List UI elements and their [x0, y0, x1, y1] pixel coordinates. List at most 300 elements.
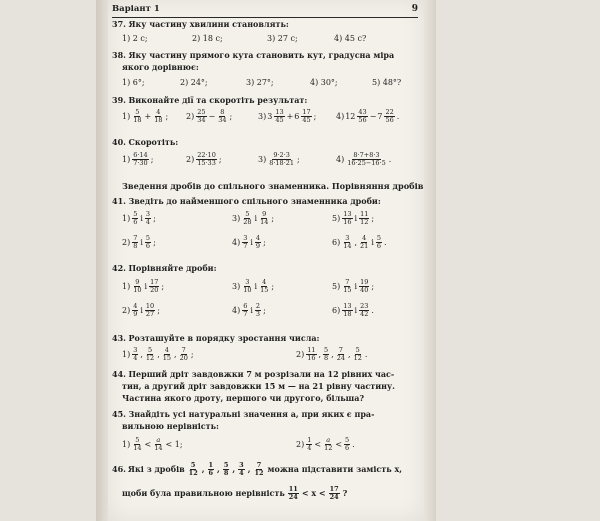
- text-q42-items-4-b_n: 2: [255, 302, 261, 310]
- text-q39-o3-b_n: 17: [302, 108, 311, 116]
- text-q42-items-4-b_d: 3: [255, 310, 261, 318]
- fraction: [188, 462, 199, 477]
- text-q41-items-2-sep: і: [354, 214, 358, 223]
- text-q42-text: Порівняйте дроби:: [128, 263, 217, 273]
- text-q39-o1-end: ;: [165, 112, 169, 121]
- q42-text: [112, 263, 217, 274]
- text-q39-o3-a_d: 45: [275, 116, 284, 124]
- text-q39-o3-w2: 6: [294, 112, 300, 121]
- fraction: [132, 347, 138, 362]
- text-q39-o3-a_n: 13: [275, 108, 284, 116]
- text-q46-f-1-1: 6: [208, 469, 214, 477]
- text-q45-line2: вильною нерівність:: [122, 421, 219, 431]
- fraction: [242, 279, 252, 294]
- text-q44-line2: тин, а другий дріт завдовжки 15 м — на 21 рівну частину.: [122, 381, 395, 391]
- text-q41-items-5-b_d: 21: [360, 242, 369, 250]
- text-q46-f-4-1: 12: [254, 469, 264, 477]
- text-q39-o4-p: 4): [336, 112, 345, 121]
- q40-option-3: [258, 152, 300, 167]
- text-q42-items-3-sep: і: [140, 306, 143, 315]
- q43-options: [122, 347, 422, 367]
- text-q40-o2-d: 15·33: [197, 159, 216, 167]
- fraction: [242, 303, 248, 318]
- q41-item-3: [232, 211, 274, 226]
- text-q46-in_l_n: 11: [288, 485, 298, 493]
- fraction: [359, 279, 369, 294]
- fraction: [153, 109, 163, 124]
- text-q43-o2-f-0-0: 11: [307, 346, 316, 354]
- text-q41-text: Зведіть до найменшого спільного знаменника дроби:: [128, 196, 381, 206]
- text-q40-o1-end: ;: [150, 155, 154, 164]
- text-q38-options-3: 4) 30°;: [310, 78, 338, 87]
- text-q41-items-5-c_n: 5: [376, 234, 382, 242]
- text-q39-o1-b_d: 18: [154, 116, 163, 124]
- q42-item-3: [232, 279, 274, 294]
- text-q41-items-3-a_n: 7: [133, 234, 138, 242]
- q40-option-4: [336, 152, 391, 167]
- text-q39-o2-op: −: [208, 112, 216, 121]
- q45-options: [122, 437, 422, 457]
- text-q44-label: 44.: [112, 369, 126, 379]
- text-q39-o1-p: 1): [122, 112, 131, 121]
- text-q42-items-3-a_d: 9: [133, 310, 138, 318]
- text-q41-items-1-sep: і: [254, 214, 258, 223]
- fraction: [306, 437, 312, 452]
- fraction: [145, 303, 155, 318]
- text-q42-items-5-end: .: [371, 306, 374, 315]
- text-q42-items-0-b_n: 17: [150, 278, 159, 286]
- fraction: [342, 303, 352, 318]
- q38-options: [122, 78, 422, 89]
- text-q39-o2-a_n: 25: [197, 108, 206, 116]
- text-q41-items-3-end: ;: [153, 238, 156, 247]
- text-q42-items-0-end: ;: [161, 282, 165, 291]
- fraction: [132, 109, 142, 124]
- text-q41-items-5-p: 6): [332, 238, 341, 247]
- fraction: [242, 235, 248, 250]
- text-q46-f-0-1: 12: [188, 469, 198, 477]
- text-q38-options-0: 1) 6°;: [122, 78, 145, 87]
- text-q42-items-5-a_n: 13: [343, 302, 352, 310]
- fraction: [145, 347, 155, 362]
- text-q43-o1-f-1-1: 12: [145, 354, 155, 362]
- text-q41-items-1-end: ;: [271, 214, 275, 223]
- text-q41-items-0-b_d: 4: [145, 218, 151, 226]
- text-q42-items-4-a_n: 6: [243, 302, 248, 310]
- q39-option-3: [258, 109, 316, 124]
- q39-option-4: [336, 109, 399, 124]
- textbook-page: [108, 0, 424, 521]
- text-q42-items-3-a_n: 4: [133, 302, 138, 310]
- q43-option-2: 2) 11 16 , 5 8 , 7 24 , 5 12 .: [296, 346, 368, 362]
- q42-options: [122, 279, 422, 325]
- fraction: [217, 109, 227, 124]
- text-q40-o4-end: .: [388, 155, 392, 164]
- q46-text-2: [122, 486, 347, 501]
- fraction: [255, 235, 261, 250]
- text-q38-options-2: 3) 27°;: [246, 78, 274, 87]
- text-q45-o2-l_n: 1: [307, 436, 312, 444]
- fraction: [238, 462, 245, 477]
- q42-item-4: [232, 303, 266, 318]
- text-q42-items-0-p: 1): [122, 282, 131, 291]
- q41-item-4: [232, 235, 266, 250]
- text-q44-line3: Частина якого дроту, першого чи другого, більша?: [122, 393, 365, 403]
- q45-option-2: [296, 437, 355, 452]
- page-header: [112, 4, 418, 18]
- text-q42-items-4-a_d: 7: [243, 310, 248, 318]
- text-q42-items-3-end: ;: [157, 306, 160, 315]
- text-q42-items-4-sep: і: [250, 306, 253, 315]
- text-q42-items-2-p: 5): [332, 282, 341, 291]
- text-q43-o1-f-0-1: 4: [133, 354, 138, 362]
- text-q42-items-2-b_d: 40: [360, 286, 369, 294]
- text-q40-o4-d: 16·25−16·5: [347, 159, 386, 167]
- text-q42-label: 42.: [112, 263, 126, 273]
- text-q46-f-3-0: 3: [239, 461, 244, 469]
- text-q41-items-1-b_n: 9: [262, 210, 267, 218]
- text-q41-items-4-b_d: 9: [255, 242, 261, 250]
- text-q41-items-5-sep2: і: [371, 238, 374, 247]
- fraction: [274, 109, 284, 124]
- q41-text: [112, 196, 381, 207]
- text-q40-o2-n: 22·10: [197, 151, 216, 159]
- text-q41-items-3-b_n: 5: [145, 234, 151, 242]
- fraction: [329, 486, 340, 501]
- text-q41-items-5-b_n: 4: [362, 234, 367, 242]
- text-q37-options-3: 4) 45 с?: [334, 34, 367, 43]
- text-q40-o2-end: ;: [218, 155, 222, 164]
- text-q41-items-2-b_n: 11: [360, 210, 369, 218]
- text-q45-o2-lt: <: [314, 440, 322, 449]
- text-q45-line1: Знайдіть усі натуральні значення a, при яких є пра-: [128, 409, 375, 419]
- text-q46-f-4-0: 7: [256, 461, 262, 469]
- text-q41-items-2-p: 5): [332, 214, 341, 223]
- text-q42-items-1-end: ;: [271, 282, 275, 291]
- text-q41-items-1-a_d: 28: [243, 218, 252, 226]
- q41-item-2: [122, 235, 156, 250]
- text-q43-o1-p: 1): [122, 350, 131, 359]
- text-q40-o4-p: 4): [336, 155, 345, 164]
- text-q42-items-0-a_d: 10: [133, 286, 142, 294]
- q44-text-3: [122, 393, 364, 404]
- fraction: [306, 347, 316, 362]
- text-q46-in_end: ?: [342, 488, 348, 498]
- text-q41-items-3-p: 2): [122, 238, 131, 247]
- text-q42-items-0-a_n: 9: [135, 278, 140, 286]
- text-q45-o1-l_d: 14: [133, 444, 142, 452]
- text-q45-o2-end: .: [352, 440, 355, 449]
- text-q41-items-5-end: .: [384, 238, 387, 247]
- text-q46-f-2-1: 8: [223, 469, 229, 477]
- text-q41-items-4-sep: і: [250, 238, 253, 247]
- text-q41-items-1-a_n: 5: [245, 210, 250, 218]
- text-q39-o4-w1: 12: [345, 112, 356, 121]
- text-q46-in_mid: < x <: [301, 488, 326, 498]
- fraction: [196, 109, 206, 124]
- text-q39-o4-end: .: [396, 112, 400, 121]
- text-q45-o2-m_n: a: [326, 436, 331, 444]
- text-q45-o2-p: 2): [296, 440, 305, 449]
- q37-options: [122, 34, 422, 45]
- text-q45-o2-r_n: 5: [345, 436, 350, 444]
- text-q39-o3-w1: 3: [267, 112, 273, 121]
- q45-text: [112, 409, 374, 420]
- q42-item-2: [122, 303, 160, 318]
- text-q41-items-2-a_d: 16: [343, 218, 352, 226]
- text-q43-o2-f-2-0: 7: [338, 346, 343, 354]
- text-q39-o2-b_n: 8: [220, 108, 225, 116]
- fraction: [346, 152, 387, 167]
- q40-text: [112, 137, 178, 148]
- text-q40-text: Скоротіть:: [128, 137, 179, 147]
- q43-option-1: 1) 3 4 , 5 12 , 4 15 , 7 20 ;: [122, 346, 194, 362]
- text-q42-items-3-p: 2): [122, 306, 131, 315]
- text-q46-in_l_d: 24: [288, 493, 298, 501]
- q38-text: [112, 50, 394, 61]
- text-q39-o2-b_d: 34: [218, 116, 227, 124]
- text-q41-items-4-end: ;: [263, 238, 266, 247]
- text-q42-items-1-b_n: 4: [262, 278, 267, 286]
- q39-option-2: [186, 109, 232, 124]
- fraction: [132, 211, 138, 226]
- text-q42-items-4-p: 4): [232, 306, 241, 315]
- text-q42-items-2-a_d: 15: [343, 286, 352, 294]
- fraction: [153, 437, 163, 452]
- text-q39-o1-b_n: 4: [156, 108, 161, 116]
- text-q41-items-3-sep: і: [140, 238, 143, 247]
- text-q42-items-4-end: ;: [263, 306, 266, 315]
- fraction: [288, 486, 299, 501]
- text-q39-o4-a_n: 43: [358, 108, 367, 116]
- text-q42-items-1-p: 3): [232, 282, 241, 291]
- section-title: Зведення дробів до спільного знаменника. Порівняння дробів: [122, 181, 424, 191]
- text-q43-o1-f-2-0: 4: [164, 346, 169, 354]
- text-q46-pre: Які з дробів: [127, 464, 185, 474]
- text-q40-o3-end: ;: [297, 155, 300, 164]
- q44-text-2: [122, 381, 395, 392]
- text-q37-label: 37.: [112, 19, 126, 29]
- text-q42-items-5-b_d: 42: [360, 310, 369, 318]
- text-q41-items-3-b_d: 6: [145, 242, 151, 250]
- text-q39-o1-a_d: 18: [133, 116, 142, 124]
- fraction: [196, 152, 217, 167]
- fraction: [254, 462, 265, 477]
- text-q41-items-4-b_n: 4: [255, 234, 261, 242]
- q45-text-2: [122, 421, 219, 432]
- text-q43-text: Розташуйте в порядку зростання числа:: [128, 333, 320, 343]
- text-q41-items-0-p: 1): [122, 214, 131, 223]
- text-q45-o1-r: < 1;: [165, 440, 183, 449]
- text-q41-items-4-p: 4): [232, 238, 241, 247]
- text-q40-o1-d: 7·30: [133, 159, 148, 167]
- text-q46-in_r_n: 17: [329, 485, 339, 493]
- fraction: [145, 235, 151, 250]
- text-q39-o3-b_d: 45: [302, 116, 311, 124]
- fraction: [132, 152, 148, 167]
- text-q46-line2: щоби була правильною нерівність: [122, 488, 285, 498]
- text-q43-o2-end: .: [364, 350, 368, 359]
- q39-options: [122, 109, 422, 127]
- text-q41-items-5-c_d: 6: [376, 242, 382, 250]
- text-q39-o1-a_n: 5: [135, 108, 140, 116]
- fraction: [208, 462, 215, 477]
- text-q38-text_line1: Яку частину прямого кута становить кут, градусна міра: [128, 50, 395, 60]
- text-q43-o1-f-2-1: 15: [162, 354, 172, 362]
- text-q42-items-1-a_d: 10: [243, 286, 252, 294]
- text-q40-o2-p: 2): [186, 155, 195, 164]
- q40-option-2: [186, 152, 222, 167]
- text-q42-items-1-a_n: 3: [245, 278, 250, 286]
- text-q42-items-2-end: ;: [371, 282, 375, 291]
- text-q41-label: 41.: [112, 196, 126, 206]
- fraction: [149, 279, 159, 294]
- fraction: [223, 462, 230, 477]
- fraction: [132, 235, 138, 250]
- text-q41-items-1-b_d: 14: [260, 218, 269, 226]
- text-q39-o2-a_d: 34: [197, 116, 206, 124]
- text-q39-o3-op: +: [286, 112, 294, 121]
- text-q38-label: 38.: [112, 50, 126, 60]
- text-q45-o1-p: 1): [122, 440, 131, 449]
- text-q40-o1-p: 1): [122, 155, 131, 164]
- text-q37-options-0: 1) 2 с;: [122, 34, 148, 43]
- text-q46-f-0-0: 5: [190, 461, 196, 469]
- text-q38-options-1: 2) 24°;: [180, 78, 208, 87]
- text-q41-items-0-end: ;: [153, 214, 156, 223]
- q39-text: [112, 95, 307, 106]
- fraction: [384, 109, 394, 124]
- text-q42-items-5-b_n: 23: [360, 302, 369, 310]
- text-q38-text_line2: якого дорівнює:: [122, 62, 199, 72]
- fraction: [162, 347, 172, 362]
- page-edge-shadow: [424, 0, 436, 521]
- text-q40-o3-n: 9·2·3: [273, 151, 290, 159]
- fraction: [344, 437, 350, 452]
- text-q43-o2-f-2-1: 24: [336, 354, 346, 362]
- text-q45-o2-l_d: 4: [307, 444, 312, 452]
- q44-text: [112, 369, 394, 380]
- text-q41-items-5-a_n: 3: [345, 234, 350, 242]
- text-q41-items-3-a_d: 8: [133, 242, 138, 250]
- text-q39-label: 39.: [112, 95, 126, 105]
- text-q43-o2-f-3-0: 5: [355, 346, 360, 354]
- text-q43-o2-f-1-0: 5: [324, 346, 329, 354]
- text-q42-items-3-b_d: 27: [145, 310, 155, 318]
- q41-item-5: [332, 211, 374, 226]
- fraction: [342, 279, 352, 294]
- text-q46-label: 46.: [112, 464, 126, 474]
- fraction: [145, 211, 151, 226]
- text-q41-items-0-a_n: 5: [133, 210, 138, 218]
- text-q45-o1-m_d: 14: [154, 444, 163, 452]
- text-q42-items-2-b_n: 19: [360, 278, 369, 286]
- text-q43-label: 43.: [112, 333, 126, 343]
- text-q43-o2-p: 2): [296, 350, 305, 359]
- text-q41-items-2-b_d: 12: [360, 218, 369, 226]
- text-q43-o1-end: ;: [190, 350, 194, 359]
- text-q45-o1-m_n: a: [156, 436, 161, 444]
- fraction: [359, 303, 369, 318]
- q45-option-1: [122, 437, 183, 452]
- fraction: [342, 211, 352, 226]
- fraction: [179, 347, 189, 362]
- q41-item-1: [122, 211, 156, 226]
- fraction: [301, 109, 311, 124]
- q39-option-1: [122, 109, 168, 124]
- fraction: [323, 437, 333, 452]
- q42-item-5: [332, 279, 374, 294]
- q40-options: [122, 152, 422, 170]
- text-q39-o3-end: ;: [313, 112, 317, 121]
- q38-text-2: [122, 62, 199, 73]
- fraction: [342, 235, 352, 250]
- fraction: [242, 211, 252, 226]
- text-q40-o3-p: 3): [258, 155, 267, 164]
- q40-option-1: [122, 152, 153, 167]
- text-q46-f-3-1: 4: [239, 469, 244, 477]
- text-q38-options-4: 5) 48°?: [372, 78, 402, 87]
- text-q39-text: Виконайте дії та скоротіть результат:: [128, 95, 308, 105]
- text-q39-o4-b_d: 56: [385, 116, 394, 124]
- text-q44-line1: Перший дріт завдовжки 7 м розрізали на 12 рівних час-: [128, 369, 395, 379]
- text-q41-items-2-a_n: 13: [343, 210, 352, 218]
- fraction: [132, 303, 138, 318]
- text-q39-o4-b_n: 22: [385, 108, 394, 116]
- fraction: [259, 211, 269, 226]
- text-q45-o1-lt: <: [144, 440, 152, 449]
- fraction: [132, 279, 142, 294]
- text-q45-label: 45.: [112, 409, 126, 419]
- text-q41-items-4-a_n: 3: [243, 234, 248, 242]
- fraction: [359, 235, 369, 250]
- text-q43-o2-f-0-1: 16: [307, 354, 316, 362]
- text-q42-items-5-p: 6): [332, 306, 341, 315]
- text-q45-o1-l_n: 5: [135, 436, 140, 444]
- text-q45-o2-m_d: 12: [324, 444, 333, 452]
- text-q42-items-2-sep: і: [354, 282, 358, 291]
- fraction: [255, 303, 261, 318]
- text-q43-o2-f-3-1: 12: [353, 354, 362, 362]
- text-q46-in_r_d: 24: [329, 493, 339, 501]
- variant-label: Варіант 1: [112, 4, 160, 14]
- q42-item-1: [122, 279, 164, 294]
- page-number: 9: [411, 4, 418, 14]
- fraction: [259, 279, 269, 294]
- text-q41-items-1-p: 3): [232, 214, 241, 223]
- text-q39-o2-p: 2): [186, 112, 195, 121]
- q41-item-6: [332, 235, 387, 250]
- text-q40-label: 40.: [112, 137, 126, 147]
- text-q42-items-5-a_d: 18: [343, 310, 352, 318]
- text-q43-o1-f-0-0: 3: [133, 346, 138, 354]
- fraction: [323, 347, 329, 362]
- text-q37-options-1: 2) 18 с;: [192, 34, 223, 43]
- fraction: [268, 152, 295, 167]
- text-q40-o4-n: 8·7+8·3: [353, 151, 380, 159]
- text-q46-post: можна підставити замість x,: [267, 464, 403, 474]
- text-q43-o1-f-3-1: 20: [179, 354, 188, 362]
- fraction: [359, 211, 369, 226]
- q41-options: [122, 211, 422, 257]
- text-q40-o3-d: 8·18·21: [269, 159, 295, 167]
- text-q41-items-4-a_d: 7: [243, 242, 248, 250]
- text-q42-items-5-sep: і: [354, 306, 358, 315]
- text-q37-options-2: 3) 27 с;: [267, 34, 298, 43]
- text-q42-items-1-sep: і: [254, 282, 258, 291]
- text-q45-o2-r_d: 6: [345, 444, 350, 452]
- q46-text: 46. Які з дробів 5 12 , 1 6 , 5 8 , 3 4 , 7 12 можна підставити замість x,: [112, 461, 403, 477]
